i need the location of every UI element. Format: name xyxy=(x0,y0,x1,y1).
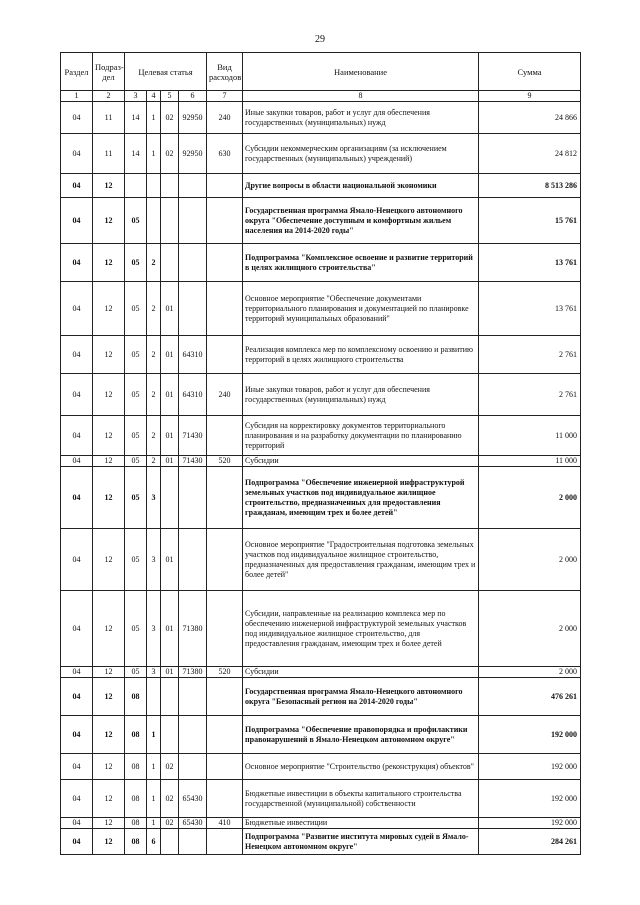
target-c-cell: 02 xyxy=(161,102,179,134)
sum-cell: 2 761 xyxy=(479,374,581,416)
budget-table xyxy=(60,52,581,855)
target-b-cell: 1 xyxy=(147,754,161,780)
header-vid: Вид расходов xyxy=(207,53,243,91)
table-row xyxy=(61,198,581,244)
razdel-cell: 04 xyxy=(61,678,93,716)
table-body xyxy=(61,102,581,855)
colnum: 6 xyxy=(179,91,207,102)
target-b-cell xyxy=(147,198,161,244)
vid-cell xyxy=(207,780,243,818)
podrazdel-cell: 12 xyxy=(93,678,125,716)
podrazdel-cell: 12 xyxy=(93,416,125,456)
name-cell: Субсидии, направленные на реализацию комплекса мер по обеспечению инженерной инфраструктурой земельных участков под индивидуальное жилищное строительство, для предоставления гражданам, имеющим трех и более детей xyxy=(243,591,479,667)
target-d-cell: 64310 xyxy=(179,374,207,416)
target-a-cell: 05 xyxy=(125,667,147,678)
podrazdel-cell: 12 xyxy=(93,198,125,244)
target-d-cell: 71380 xyxy=(179,667,207,678)
name-cell: Подпрограмма "Обеспечение правопорядка и профилактики правонарушений в Ямало-Ненецком автономном округе" xyxy=(243,716,479,754)
target-c-cell: 01 xyxy=(161,456,179,467)
colnum: 2 xyxy=(93,91,125,102)
razdel-cell: 04 xyxy=(61,282,93,336)
vid-cell: 240 xyxy=(207,374,243,416)
vid-cell xyxy=(207,829,243,855)
header-sum: Сумма xyxy=(479,53,581,91)
name-cell: Субсидии некоммерческим организациям (за исключением государственных (муниципальных) учреждений) xyxy=(243,134,479,174)
target-c-cell: 02 xyxy=(161,134,179,174)
sum-cell: 2 000 xyxy=(479,667,581,678)
target-a-cell: 14 xyxy=(125,102,147,134)
name-cell: Другие вопросы в области национальной экономики xyxy=(243,174,479,198)
target-a-cell: 05 xyxy=(125,591,147,667)
target-b-cell xyxy=(147,678,161,716)
colnum: 9 xyxy=(479,91,581,102)
colnum: 8 xyxy=(243,91,479,102)
target-c-cell: 02 xyxy=(161,780,179,818)
target-c-cell xyxy=(161,244,179,282)
target-b-cell: 3 xyxy=(147,591,161,667)
table-row xyxy=(61,829,581,855)
podrazdel-cell: 11 xyxy=(93,102,125,134)
target-b-cell: 2 xyxy=(147,416,161,456)
target-d-cell xyxy=(179,678,207,716)
target-d-cell: 92950 xyxy=(179,102,207,134)
target-c-cell: 01 xyxy=(161,282,179,336)
target-d-cell xyxy=(179,244,207,282)
vid-cell xyxy=(207,244,243,282)
table-row xyxy=(61,780,581,818)
sum-cell: 24 866 xyxy=(479,102,581,134)
razdel-cell: 04 xyxy=(61,336,93,374)
target-d-cell xyxy=(179,467,207,529)
target-b-cell: 6 xyxy=(147,829,161,855)
table-row xyxy=(61,754,581,780)
target-c-cell: 02 xyxy=(161,818,179,829)
vid-cell xyxy=(207,336,243,374)
name-cell: Иные закупки товаров, работ и услуг для обеспечения государственных (муниципальных) нужд xyxy=(243,102,479,134)
target-c-cell: 01 xyxy=(161,416,179,456)
name-cell: Реализация комплекса мер по комплексному освоению и развитию территорий в целях жилищного строительства xyxy=(243,336,479,374)
vid-cell xyxy=(207,416,243,456)
target-a-cell: 14 xyxy=(125,134,147,174)
razdel-cell: 04 xyxy=(61,244,93,282)
podrazdel-cell: 12 xyxy=(93,829,125,855)
target-b-cell: 3 xyxy=(147,467,161,529)
target-a-cell: 05 xyxy=(125,244,147,282)
razdel-cell: 04 xyxy=(61,102,93,134)
podrazdel-cell: 12 xyxy=(93,244,125,282)
target-b-cell: 2 xyxy=(147,282,161,336)
target-c-cell: 01 xyxy=(161,591,179,667)
sum-cell: 11 000 xyxy=(479,416,581,456)
sum-cell: 476 261 xyxy=(479,678,581,716)
podrazdel-cell: 12 xyxy=(93,456,125,467)
name-cell: Подпрограмма "Комплексное освоение и развитие территорий в целях жилищного строительства" xyxy=(243,244,479,282)
name-cell: Субсидии xyxy=(243,456,479,467)
colnum: 5 xyxy=(161,91,179,102)
podrazdel-cell: 12 xyxy=(93,174,125,198)
table-row xyxy=(61,174,581,198)
target-c-cell xyxy=(161,467,179,529)
table-row xyxy=(61,716,581,754)
column-number-row xyxy=(61,91,581,102)
vid-cell: 410 xyxy=(207,818,243,829)
vid-cell xyxy=(207,591,243,667)
target-a-cell: 08 xyxy=(125,754,147,780)
header-name: Наименование xyxy=(243,53,479,91)
vid-cell xyxy=(207,198,243,244)
target-c-cell xyxy=(161,829,179,855)
sum-cell: 24 812 xyxy=(479,134,581,174)
target-d-cell: 64310 xyxy=(179,336,207,374)
vid-cell: 520 xyxy=(207,456,243,467)
target-d-cell: 92950 xyxy=(179,134,207,174)
target-a-cell: 08 xyxy=(125,829,147,855)
podrazdel-cell: 12 xyxy=(93,336,125,374)
table-row xyxy=(61,591,581,667)
target-d-cell: 65430 xyxy=(179,780,207,818)
target-d-cell: 65430 xyxy=(179,818,207,829)
table-row xyxy=(61,282,581,336)
colnum: 4 xyxy=(147,91,161,102)
sum-cell: 192 000 xyxy=(479,716,581,754)
table-row xyxy=(61,416,581,456)
vid-cell: 520 xyxy=(207,667,243,678)
table-row xyxy=(61,134,581,174)
target-c-cell: 01 xyxy=(161,529,179,591)
name-cell: Государственная программа Ямало-Ненецкого автономного округа "Безопасный регион на 2014-2020 годы" xyxy=(243,678,479,716)
target-d-cell: 71430 xyxy=(179,416,207,456)
podrazdel-cell: 12 xyxy=(93,591,125,667)
podrazdel-cell: 12 xyxy=(93,754,125,780)
name-cell: Государственная программа Ямало-Ненецкого автономного округа "Обеспечение доступным и комфортным жильем населения на 2014-2020 годы" xyxy=(243,198,479,244)
table-row xyxy=(61,374,581,416)
target-b-cell: 1 xyxy=(147,134,161,174)
sum-cell: 192 000 xyxy=(479,754,581,780)
name-cell: Подпрограмма "Развитие института мировых судей в Ямало-Ненецком автономном округе" xyxy=(243,829,479,855)
razdel-cell: 04 xyxy=(61,716,93,754)
sum-cell: 11 000 xyxy=(479,456,581,467)
target-c-cell xyxy=(161,174,179,198)
table-row xyxy=(61,818,581,829)
target-a-cell: 05 xyxy=(125,456,147,467)
vid-cell xyxy=(207,754,243,780)
target-b-cell: 3 xyxy=(147,529,161,591)
target-a-cell: 08 xyxy=(125,780,147,818)
target-d-cell: 71380 xyxy=(179,591,207,667)
target-a-cell: 08 xyxy=(125,678,147,716)
name-cell: Бюджетные инвестиции в объекты капитального строительства государственной (муниципальной) собственности xyxy=(243,780,479,818)
name-cell: Основное мероприятие "Обеспечение документами территориального планирования и документацией по планировке территорий муниципальных образований" xyxy=(243,282,479,336)
name-cell: Основное мероприятие "Строительство (реконструкция) объектов" xyxy=(243,754,479,780)
podrazdel-cell: 12 xyxy=(93,374,125,416)
table-row xyxy=(61,467,581,529)
target-d-cell xyxy=(179,174,207,198)
target-b-cell: 2 xyxy=(147,244,161,282)
header-podrazdel: Подраз-дел xyxy=(93,53,125,91)
razdel-cell: 04 xyxy=(61,818,93,829)
podrazdel-cell: 12 xyxy=(93,716,125,754)
sum-cell: 8 513 286 xyxy=(479,174,581,198)
colnum: 1 xyxy=(61,91,93,102)
vid-cell xyxy=(207,174,243,198)
target-a-cell: 05 xyxy=(125,467,147,529)
target-b-cell: 1 xyxy=(147,102,161,134)
header-target: Целевая статья xyxy=(125,53,207,91)
target-d-cell xyxy=(179,716,207,754)
sum-cell: 2 000 xyxy=(479,529,581,591)
target-b-cell: 2 xyxy=(147,456,161,467)
sum-cell: 2 000 xyxy=(479,591,581,667)
vid-cell xyxy=(207,716,243,754)
name-cell: Субсидия на корректировку документов территориального планирования и на разработку документации по планированию территорий xyxy=(243,416,479,456)
target-d-cell: 71430 xyxy=(179,456,207,467)
target-d-cell xyxy=(179,529,207,591)
target-b-cell: 1 xyxy=(147,780,161,818)
target-d-cell xyxy=(179,282,207,336)
sum-cell: 2 000 xyxy=(479,467,581,529)
razdel-cell: 04 xyxy=(61,780,93,818)
target-c-cell xyxy=(161,716,179,754)
razdel-cell: 04 xyxy=(61,829,93,855)
target-a-cell: 08 xyxy=(125,716,147,754)
podrazdel-cell: 12 xyxy=(93,529,125,591)
podrazdel-cell: 12 xyxy=(93,467,125,529)
target-b-cell: 1 xyxy=(147,716,161,754)
target-a-cell: 05 xyxy=(125,282,147,336)
target-d-cell xyxy=(179,829,207,855)
podrazdel-cell: 12 xyxy=(93,667,125,678)
target-d-cell xyxy=(179,754,207,780)
razdel-cell: 04 xyxy=(61,754,93,780)
target-d-cell xyxy=(179,198,207,244)
sum-cell: 192 000 xyxy=(479,818,581,829)
target-c-cell xyxy=(161,198,179,244)
target-b-cell: 2 xyxy=(147,374,161,416)
table-row xyxy=(61,336,581,374)
vid-cell: 630 xyxy=(207,134,243,174)
name-cell: Бюджетные инвестиции xyxy=(243,818,479,829)
razdel-cell: 04 xyxy=(61,591,93,667)
table-row xyxy=(61,667,581,678)
target-a-cell: 05 xyxy=(125,374,147,416)
sum-cell: 13 761 xyxy=(479,244,581,282)
colnum: 3 xyxy=(125,91,147,102)
sum-cell: 13 761 xyxy=(479,282,581,336)
razdel-cell: 04 xyxy=(61,416,93,456)
target-b-cell: 2 xyxy=(147,336,161,374)
razdel-cell: 04 xyxy=(61,529,93,591)
razdel-cell: 04 xyxy=(61,198,93,244)
header-row xyxy=(61,53,581,91)
podrazdel-cell: 11 xyxy=(93,134,125,174)
razdel-cell: 04 xyxy=(61,667,93,678)
target-c-cell: 01 xyxy=(161,374,179,416)
table-row xyxy=(61,244,581,282)
table-row xyxy=(61,102,581,134)
sum-cell: 192 000 xyxy=(479,780,581,818)
target-a-cell: 05 xyxy=(125,198,147,244)
target-b-cell: 3 xyxy=(147,667,161,678)
vid-cell xyxy=(207,678,243,716)
colnum: 7 xyxy=(207,91,243,102)
podrazdel-cell: 12 xyxy=(93,780,125,818)
sum-cell: 2 761 xyxy=(479,336,581,374)
table-row xyxy=(61,529,581,591)
target-a-cell: 05 xyxy=(125,336,147,374)
name-cell: Субсидии xyxy=(243,667,479,678)
target-a-cell xyxy=(125,174,147,198)
target-b-cell xyxy=(147,174,161,198)
razdel-cell: 04 xyxy=(61,134,93,174)
razdel-cell: 04 xyxy=(61,456,93,467)
target-a-cell: 05 xyxy=(125,416,147,456)
podrazdel-cell: 12 xyxy=(93,282,125,336)
sum-cell: 284 261 xyxy=(479,829,581,855)
podrazdel-cell: 12 xyxy=(93,818,125,829)
vid-cell: 240 xyxy=(207,102,243,134)
vid-cell xyxy=(207,282,243,336)
name-cell: Подпрограмма "Обеспечение инженерной инфраструктурой земельных участков под индивидуальное жилищное строительство, предназначенных для предоставления гражданам, имеющим трех и более детей" xyxy=(243,467,479,529)
table-row xyxy=(61,456,581,467)
name-cell: Иные закупки товаров, работ и услуг для обеспечения государственных (муниципальных) нужд xyxy=(243,374,479,416)
target-b-cell: 1 xyxy=(147,818,161,829)
target-c-cell: 01 xyxy=(161,336,179,374)
target-c-cell: 01 xyxy=(161,667,179,678)
target-a-cell: 05 xyxy=(125,529,147,591)
target-c-cell: 02 xyxy=(161,754,179,780)
razdel-cell: 04 xyxy=(61,374,93,416)
name-cell: Основное мероприятие "Градостроительная подготовка земельных участков под индивидуальное жилищное строительство, предназначенных для предоставления гражданам, имеющим трех и более детей" xyxy=(243,529,479,591)
sum-cell: 15 761 xyxy=(479,198,581,244)
target-a-cell: 08 xyxy=(125,818,147,829)
header-razdel: Раздел xyxy=(61,53,93,91)
target-c-cell xyxy=(161,678,179,716)
page-number: 29 xyxy=(315,34,325,45)
vid-cell xyxy=(207,529,243,591)
vid-cell xyxy=(207,467,243,529)
razdel-cell: 04 xyxy=(61,174,93,198)
table-row xyxy=(61,678,581,716)
razdel-cell: 04 xyxy=(61,467,93,529)
